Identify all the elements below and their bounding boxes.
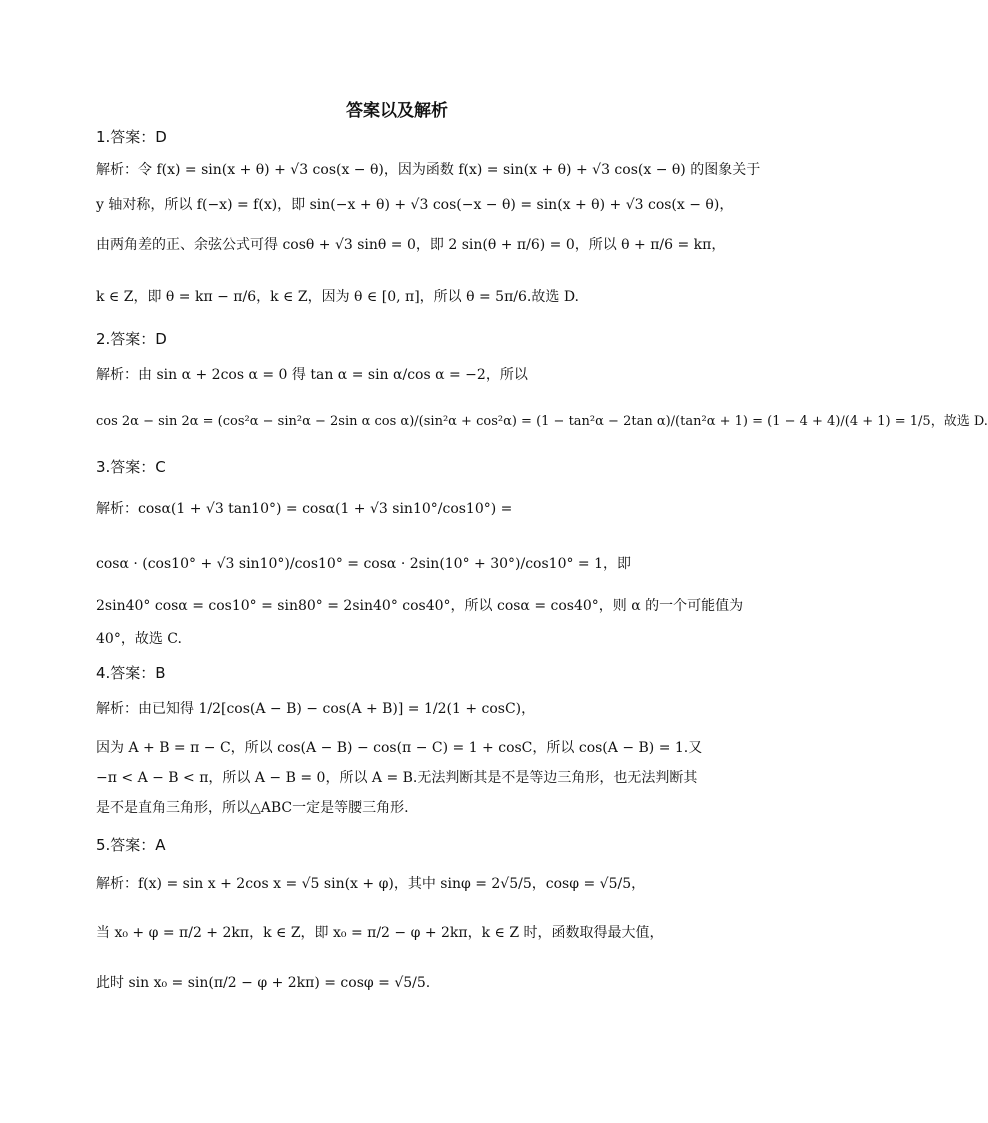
answer-1-explanation-line-4: k ∈ Z，即 θ = kπ − π/6，k ∈ Z，因为 θ ∈ [0, π]，所以 θ = 5π/6.故选 D. [96,289,579,305]
answer-4-explanation-line-4: 是不是直角三角形，所以△ABC一定是等腰三角形. [96,800,409,816]
answer-3-explanation-line-3: 2sin40° cosα = cos10° = sin80° = 2sin40° cos40°，所以 cosα = cos40°，则 α 的一个可能值为 [96,598,744,614]
answer-3-explanation-line-1: 解析：cosα(1 + √3 tan10°) = cosα(1 + √3 sin10°/cos10°) = [96,501,513,517]
answer-5-explanation-line-2: 当 x₀ + φ = π/2 + 2kπ，k ∈ Z，即 x₀ = π/2 − φ + 2kπ，k ∈ Z 时，函数取得最大值， [96,925,664,941]
answer-3-explanation-line-4: 40°，故选 C. [96,631,182,647]
answer-2-explanation-line-1: 解析：由 sin α + 2cos α = 0 得 tan α = sin α/cos α = −2，所以 [96,367,528,383]
answer-2-explanation-line-2: cos 2α − sin 2α = (cos²α − sin²α − 2sin α cos α)/(sin²α + cos²α) = (1 − tan²α − 2tan α)/(tan²α + 1) = (1 − 4 + 4)/(4 + 1) = 1/5，故选 D. [96,414,988,429]
answer-1-heading: 1.答案：D [96,128,167,146]
answer-1-explanation-line-3: 由两角差的正、余弦公式可得 cosθ + √3 sinθ = 0，即 2 sin(θ + π/6) = 0，所以 θ + π/6 = kπ， [96,237,726,253]
answer-3-heading: 3.答案：C [96,458,166,476]
answer-3-explanation-line-2: cosα · (cos10° + √3 sin10°)/cos10° = cosα · 2sin(10° + 30°)/cos10° = 1，即 [96,556,632,572]
answer-5-explanation-line-3: 此时 sin x₀ = sin(π/2 − φ + 2kπ) = cosφ = √5/5. [96,975,431,991]
answer-1-explanation-line-1: 解析：令 f(x) = sin(x + θ) + √3 cos(x − θ)，因为函数 f(x) = sin(x + θ) + √3 cos(x − θ) 的图象关于 [96,162,761,178]
answer-5-explanation-line-1: 解析：f(x) = sin x + 2cos x = √5 sin(x + φ)，其中 sinφ = 2√5/5，cosφ = √5/5， [96,876,646,892]
answer-2-heading: 2.答案：D [96,330,167,348]
answer-4-explanation-line-1: 解析：由已知得 1/2[cos(A − B) − cos(A + B)] = 1/2(1 + cosC)， [96,701,536,717]
answer-4-explanation-line-3: −π < A − B < π，所以 A − B = 0，所以 A = B.无法判断其是不是等边三角形，也无法判断其 [96,770,698,786]
answer-4-heading: 4.答案：B [96,664,166,682]
answer-4-explanation-line-2: 因为 A + B = π − C，所以 cos(A − B) − cos(π − C) = 1 + cosC，所以 cos(A − B) = 1.又 [96,740,703,756]
page-title: 答案以及解析 [346,101,448,121]
answer-5-heading: 5.答案：A [96,836,166,854]
answer-1-explanation-line-2: y 轴对称，所以 f(−x) = f(x)，即 sin(−x + θ) + √3 cos(−x − θ) = sin(x + θ) + √3 cos(x − θ)， [96,197,734,213]
